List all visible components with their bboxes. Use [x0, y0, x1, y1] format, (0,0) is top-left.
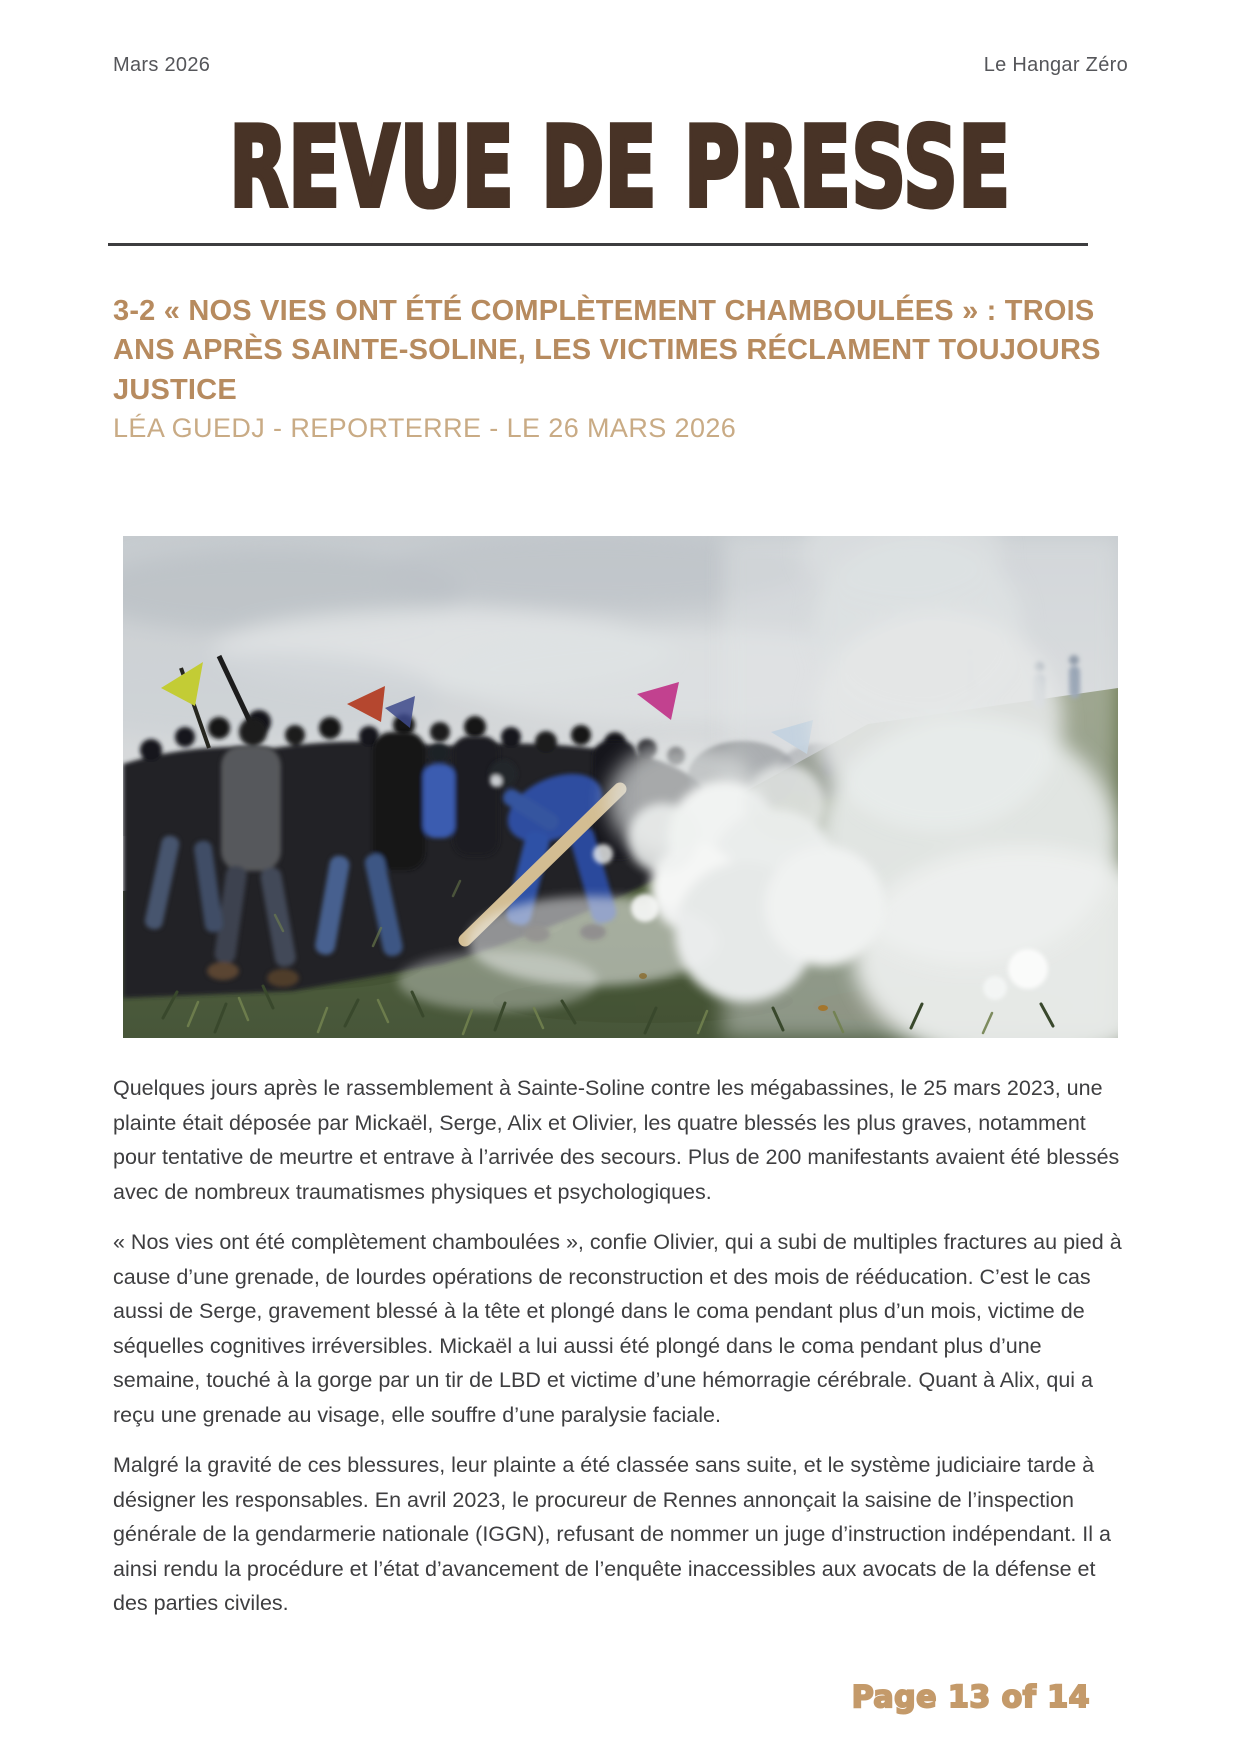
paragraph-2: « Nos vies ont été complètement chamboulées », confie Olivier, qui a subi de multiples fractures au pied à cause d’une grenade, de lourdes opérations de reconstruction et des mois de rééducation. C’est le cas aussi de Serge, gravement blessé à la tête et plongé dans le coma pendant plus d’un mois, victime de séquelles cognitives irréversibles. Mickaël a lui aussi été plongé dans le coma pendant plus d’une semaine, touché à la gorge par un tir de LBD et victime d’une hémorragie cérébrale. Quant à Alix, qui a reçu une grenade au visage, elle souffre d’une paralysie faciale.	[113, 1230, 1122, 1427]
title-underline	[108, 243, 1088, 246]
header-publication: Le Hangar Zéro	[983, 54, 1128, 76]
article-heading: 3-2 « NOS VIES ONT ÉTÉ COMPLÈTEMENT CHAMBOULÉES » : TROIS ANS APRÈS SAINTE-SOLINE, LES VICTIMES RÉCLAMENT TOUJOURS JUSTICE	[113, 295, 1101, 406]
document-title: REVUE DE PRESSE	[229, 104, 1012, 233]
page-header	[0, 0, 1241, 77]
header-date: Mars 2026	[113, 54, 211, 76]
article-byline: LÉA GUEDJ - REPORTERRE - LE 26 MARS 2026	[113, 413, 737, 444]
article-photo	[123, 536, 1118, 1038]
document-title-wrap	[0, 104, 1241, 233]
page-number: Page 13 of 14	[851, 1680, 1090, 1715]
paragraph-1: Quelques jours après le rassemblement à Sainte-Soline contre les mégabassines, le 25 mars 2023, une plainte était déposée par Mickaël, Serge, Alix et Olivier, les quatre blessés les plus graves, notamment pour tentative de meurtre et entrave à l’arrivée des secours. Plus de 200 manifestants avaient été blessés avec de nombreux traumatismes physiques et psychologiques.	[113, 1076, 1120, 1204]
article-body	[113, 1071, 1131, 1621]
paragraph-3: Malgré la gravité de ces blessures, leur plainte a été classée sans suite, et le système judiciaire tarde à désigner les responsables. En avril 2023, le procureur de Rennes annonçait la saisine de l’inspection générale de la gendarmerie nationale (IGGN), refusant de nommer un juge d’instruction indépendant. Il a ainsi rendu la procédure et l’état d’avancement de l’enquête inaccessibles aux avocats de la défense et des parties civiles.	[113, 1453, 1111, 1616]
